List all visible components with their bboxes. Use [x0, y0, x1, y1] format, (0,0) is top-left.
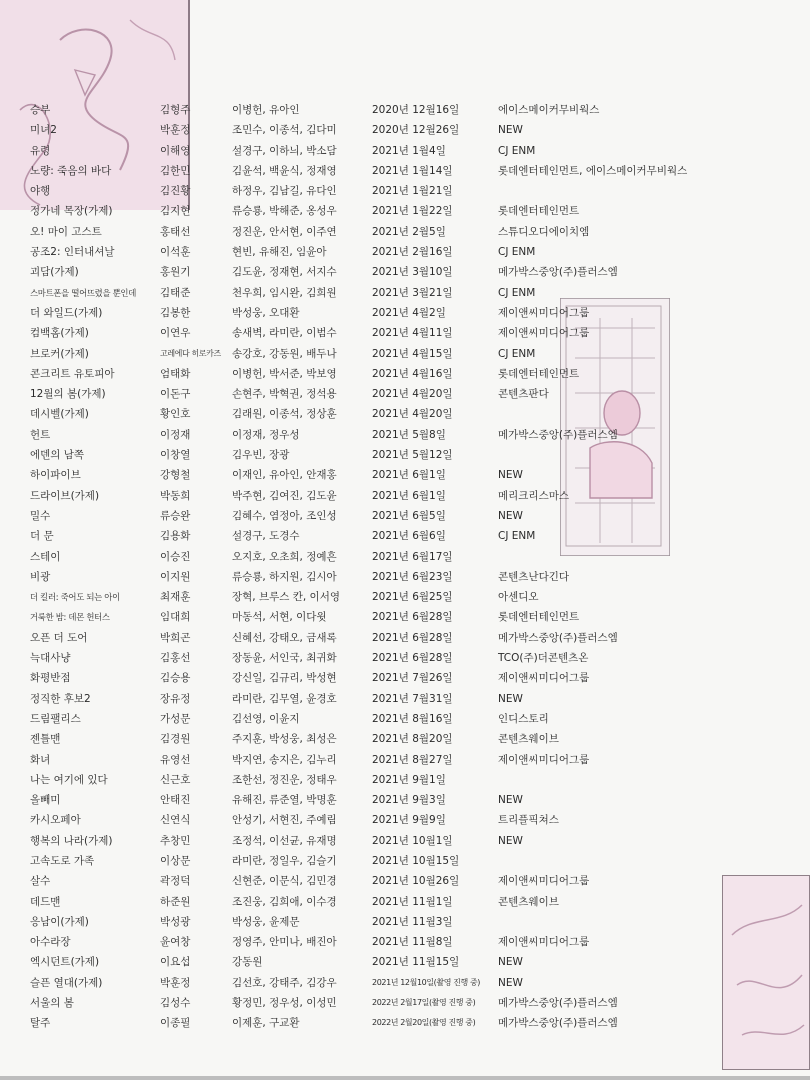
film-distributor: 제이앤씨미디어그룹: [498, 936, 590, 949]
film-cast: 정진운, 안서현, 이주연: [232, 225, 337, 238]
film-row: [0, 668, 810, 688]
film-distributor: 메가박스중앙(주)플러스엠: [498, 1017, 618, 1030]
film-title: 나는 여기에 있다: [30, 773, 108, 786]
film-release-date: 2021년 6월23일: [372, 570, 453, 583]
film-director: 박성광: [160, 915, 191, 928]
film-title: 젠틀맨: [30, 733, 61, 746]
film-release-date: 2021년 11월8일: [372, 936, 453, 949]
film-cast: 조민수, 이종석, 김다미: [232, 124, 337, 137]
film-title: 행복의 나라(가제): [30, 834, 113, 847]
film-title: 탈주: [30, 1017, 51, 1030]
film-cast: 송강호, 강동원, 배두나: [232, 347, 337, 360]
film-release-list: [0, 100, 810, 1034]
film-release-date: 2021년 9월9일: [372, 814, 446, 827]
film-director: 안태진: [160, 794, 191, 807]
film-release-date: 2021년 6월17일: [372, 550, 453, 563]
film-row: [0, 567, 810, 587]
film-row: [0, 770, 810, 790]
film-distributor: 에이스메이커무비웍스: [498, 104, 600, 116]
film-director: 추창민: [160, 834, 191, 847]
film-release-date: 2021년 3월10일: [372, 266, 453, 279]
film-row: [0, 486, 810, 506]
film-release-date: 2022년 2월20일(촬영 진행 중): [372, 1018, 476, 1028]
film-cast: 마동석, 서현, 이다윗: [232, 611, 327, 624]
film-director: 이종필: [160, 1017, 191, 1030]
film-title: 정가네 목장(가제): [30, 205, 113, 218]
film-row: [0, 384, 810, 404]
film-row: [0, 262, 810, 282]
film-release-date: 2021년 11월3일: [372, 915, 453, 928]
film-row: [0, 100, 810, 120]
film-director: 엄태화: [160, 367, 191, 380]
film-cast: 송새벽, 라미란, 이범수: [232, 327, 337, 340]
film-distributor: 제이앤씨미디어그룹: [498, 306, 590, 319]
film-director: 이해영: [160, 144, 191, 157]
film-director: 김성수: [160, 997, 191, 1010]
film-release-date: 2021년 1월14일: [372, 164, 453, 177]
film-release-date: 2021년 7월26일: [372, 672, 453, 685]
film-cast: 박성웅, 오대환: [232, 306, 300, 319]
film-cast: 설경구, 이하늬, 박소담: [232, 144, 337, 157]
film-distributor: TCO(주)더콘텐츠온: [498, 652, 589, 665]
film-cast: 박성웅, 윤제문: [232, 915, 300, 928]
film-director: 이요섭: [160, 956, 191, 969]
film-row: [0, 750, 810, 770]
film-row: [0, 993, 810, 1013]
film-director: 김승용: [160, 672, 191, 685]
film-release-date: 2021년 5월12일: [372, 449, 453, 462]
film-director: 김용화: [160, 530, 191, 543]
film-director: 김경원: [160, 733, 191, 746]
film-release-date: 2021년 5월8일: [372, 428, 446, 441]
film-title: 아수라장: [30, 936, 71, 949]
film-title: 야행: [30, 185, 51, 198]
film-distributor: 롯데엔터테인먼트: [498, 205, 580, 218]
film-row: [0, 465, 810, 485]
film-row: [0, 607, 810, 627]
film-director: 이정재: [160, 428, 191, 441]
film-director: 임대희: [160, 611, 191, 624]
film-title: 슬픈 열대(가제): [30, 976, 103, 989]
film-director: 고레에다 히로카즈: [160, 348, 221, 358]
film-distributor: 제이앤씨미디어그룹: [498, 875, 590, 888]
film-row: [0, 729, 810, 749]
film-release-date: 2021년 7월31일: [372, 692, 453, 705]
film-director: 신연식: [160, 814, 191, 827]
film-distributor: 메가박스중앙(주)플러스엠: [498, 997, 618, 1010]
film-cast: 김선영, 이윤지: [232, 712, 300, 725]
film-title: 유령: [30, 144, 51, 157]
film-director: 박훈정: [160, 124, 191, 137]
film-distributor: CJ ENM: [498, 246, 536, 259]
film-cast: 강동원: [232, 956, 263, 969]
film-director: 이연우: [160, 327, 191, 340]
film-distributor: 메가박스중앙(주)플러스엠: [498, 428, 618, 441]
film-director: 이지원: [160, 570, 191, 583]
film-title: 공조2: 인터내셔날: [30, 246, 115, 259]
film-distributor: NEW: [498, 509, 523, 522]
film-release-date: 2021년 8월16일: [372, 712, 453, 725]
film-cast: 오지호, 오초희, 정예흔: [232, 550, 337, 563]
film-release-date: 2021년 8월20일: [372, 733, 453, 746]
film-row: [0, 912, 810, 932]
film-release-date: 2021년 11월15일: [372, 956, 460, 969]
film-release-date: 2021년 6월25일: [372, 591, 453, 604]
film-cast: 정영주, 안미나, 배진아: [232, 936, 337, 949]
film-director: 박동희: [160, 489, 191, 502]
film-title: 오! 마이 고스트: [30, 225, 102, 238]
film-distributor: CJ ENM: [498, 347, 536, 360]
film-director: 홍원기: [160, 266, 191, 279]
film-cast: 박주현, 김여진, 김도윤: [232, 489, 337, 502]
film-director: 이상문: [160, 854, 191, 867]
film-director: 김진황: [160, 185, 191, 198]
film-release-date: 2021년 3월21일: [372, 286, 453, 299]
film-release-date: 2021년 6월28일: [372, 652, 453, 665]
film-director: 강형철: [160, 469, 191, 482]
film-title: 스마트폰을 떨어뜨렸을 뿐인데: [30, 287, 136, 298]
film-row: [0, 283, 810, 303]
film-cast: 김선호, 강태주, 김강우: [232, 976, 337, 989]
film-title: 올빼미: [30, 794, 61, 807]
film-cast: 설경구, 도경수: [232, 530, 300, 543]
film-director: 가성문: [160, 712, 191, 725]
film-cast: 류승룡, 박해준, 옹성우: [232, 205, 337, 218]
film-director: 홍태선: [160, 225, 191, 238]
film-title: 비광: [30, 570, 51, 583]
film-row: [0, 587, 810, 607]
film-title: 하이파이브: [30, 469, 81, 482]
film-cast: 주지훈, 박성웅, 최성은: [232, 733, 337, 746]
film-title: 드라이브(가제): [30, 489, 100, 502]
film-release-date: 2021년 9월3일: [372, 794, 446, 807]
film-release-date: 2021년 10월1일: [372, 834, 453, 847]
film-row: [0, 506, 810, 526]
film-director: 윤여창: [160, 936, 191, 949]
film-title: 괴담(가제): [30, 266, 79, 279]
film-row: [0, 628, 810, 648]
film-distributor: 콘텐츠웨이브: [498, 895, 559, 908]
film-title: 응남이(가제): [30, 915, 89, 928]
film-title: 브로커(가제): [30, 347, 89, 360]
film-distributor: 메가박스중앙(주)플러스엠: [498, 266, 618, 279]
film-distributor: NEW: [498, 124, 523, 137]
film-cast: 손현주, 박혁권, 정석용: [232, 388, 337, 401]
film-title: 콘크리트 유토피아: [30, 367, 115, 380]
film-cast: 강신일, 김규리, 박성현: [232, 672, 337, 685]
film-row: [0, 303, 810, 323]
film-release-date: 2021년 2월16일: [372, 246, 453, 259]
film-row: [0, 892, 810, 912]
film-release-date: 2021년 4월2일: [372, 306, 446, 319]
film-cast: 라미란, 정일우, 김슬기: [232, 854, 337, 867]
film-row: [0, 1013, 810, 1033]
film-release-date: 2021년 1월21일: [372, 185, 453, 198]
film-title: 더 와일드(가제): [30, 306, 103, 319]
film-row: [0, 222, 810, 242]
film-distributor: 콘텐츠판다: [498, 388, 549, 401]
film-release-date: 2021년 9월1일: [372, 773, 446, 786]
film-row: [0, 404, 810, 424]
film-title: 고속도로 가족: [30, 854, 95, 867]
film-row: [0, 952, 810, 972]
film-cast: 안성기, 서현진, 주예림: [232, 814, 337, 827]
film-title: 드림팰리스: [30, 712, 81, 725]
film-distributor: 아센디오: [498, 591, 539, 604]
film-director: 최재훈: [160, 591, 191, 604]
film-director: 이석훈: [160, 246, 191, 259]
film-row: [0, 425, 810, 445]
film-distributor: 롯데엔터테인먼트: [498, 611, 580, 624]
film-title: 밀수: [30, 509, 51, 522]
film-cast: 황정민, 정우성, 이성민: [232, 997, 337, 1010]
film-director: 김봉한: [160, 306, 191, 319]
film-director: 김태준: [160, 286, 191, 299]
film-row: [0, 810, 810, 830]
film-cast: 이정재, 정우성: [232, 428, 300, 441]
film-title: 엑시던트(가제): [30, 956, 100, 969]
film-row: [0, 851, 810, 871]
film-director: 하준원: [160, 895, 191, 908]
film-distributor: 롯데엔터테인먼트, 에이스메이커무비웍스: [498, 164, 688, 177]
film-row: [0, 323, 810, 343]
film-distributor: 트리플픽쳐스: [498, 814, 559, 827]
film-cast: 조진웅, 김희애, 이수경: [232, 895, 337, 908]
film-title: 정직한 후보2: [30, 692, 91, 705]
film-director: 곽정덕: [160, 875, 191, 888]
film-release-date: 2021년 4월16일: [372, 367, 453, 380]
film-distributor: NEW: [498, 976, 523, 989]
film-distributor: 콘텐츠웨이브: [498, 733, 559, 746]
film-director: 박훈정: [160, 976, 191, 989]
film-row: [0, 161, 810, 181]
film-release-date: 2021년 8월27일: [372, 753, 453, 766]
film-row: [0, 181, 810, 201]
film-cast: 신혜선, 강태오, 금새록: [232, 631, 337, 644]
film-distributor: NEW: [498, 834, 523, 847]
film-release-date: 2021년 6월28일: [372, 611, 453, 624]
film-release-date: 2021년 6월6일: [372, 530, 446, 543]
film-cast: 현빈, 유해진, 임윤아: [232, 246, 327, 259]
film-cast: 조정석, 이선균, 유재명: [232, 834, 337, 847]
film-cast: 이병헌, 박서준, 박보영: [232, 367, 337, 380]
film-cast: 김혜수, 염정아, 조인성: [232, 509, 337, 522]
film-release-date: 2020년 12월16일: [372, 104, 460, 116]
film-release-date: 2021년 12월10일(촬영 진행 중): [372, 977, 481, 987]
film-distributor: 메리크리스마스: [498, 489, 570, 502]
film-title: 늑대사냥: [30, 652, 71, 665]
film-release-date: 2022년 2월17일(촬영 진행 중): [372, 998, 476, 1008]
film-row: [0, 364, 810, 384]
film-row: [0, 871, 810, 891]
film-cast: 천우희, 임시완, 김희원: [232, 286, 337, 299]
film-title: 미녀2: [30, 124, 57, 137]
film-release-date: 2021년 4월20일: [372, 408, 453, 421]
film-release-date: 2021년 4월20일: [372, 388, 453, 401]
film-cast: 라미란, 김무열, 윤경호: [232, 692, 337, 705]
film-row: [0, 790, 810, 810]
film-row: [0, 445, 810, 465]
film-title: 서울의 봄: [30, 997, 74, 1010]
film-distributor: NEW: [498, 469, 523, 482]
film-release-date: 2021년 11월1일: [372, 895, 453, 908]
film-cast: 유해진, 류준열, 박명훈: [232, 794, 337, 807]
film-director: 김한민: [160, 164, 191, 177]
film-title: 화녀: [30, 753, 51, 766]
film-cast: 이제훈, 구교환: [232, 1017, 300, 1030]
film-title: 더 킬러: 죽어도 되는 아이: [30, 592, 120, 603]
film-director: 신근호: [160, 773, 191, 786]
film-release-date: 2021년 4월11일: [372, 327, 453, 340]
film-cast: 김도윤, 정재현, 서지수: [232, 266, 337, 279]
film-title: 카시오페아: [30, 814, 81, 827]
film-director: 김형주: [160, 104, 191, 116]
film-row: [0, 242, 810, 262]
film-director: 김지현: [160, 205, 191, 218]
film-title: 컴백홈(가제): [30, 327, 89, 340]
film-cast: 박지연, 송지은, 김누리: [232, 753, 337, 766]
film-release-date: 2021년 10월15일: [372, 854, 460, 867]
film-row: [0, 547, 810, 567]
film-cast: 김윤석, 백윤식, 정재영: [232, 164, 337, 177]
film-distributor: 인디스토리: [498, 712, 549, 725]
film-release-date: 2021년 4월15일: [372, 347, 453, 360]
film-title: 12월의 봄(가제): [30, 388, 106, 401]
film-cast: 하정우, 김남길, 유다인: [232, 185, 337, 198]
film-distributor: 롯데엔터테인먼트: [498, 367, 580, 380]
film-release-date: 2021년 6월28일: [372, 631, 453, 644]
film-title: 더 문: [30, 530, 54, 543]
film-row: [0, 831, 810, 851]
film-distributor: CJ ENM: [498, 286, 536, 299]
film-title: 노량: 죽음의 바다: [30, 164, 112, 177]
film-director: 유영선: [160, 753, 191, 766]
film-distributor: 제이앤씨미디어그룹: [498, 753, 590, 766]
film-director: 박희곤: [160, 631, 191, 644]
film-title: 에덴의 남쪽: [30, 449, 85, 462]
film-title: 화평반점: [30, 672, 71, 685]
film-director: 장유정: [160, 692, 191, 705]
film-title: 오픈 더 도어: [30, 631, 88, 644]
film-distributor: NEW: [498, 956, 523, 969]
film-distributor: 콘텐츠난다긴다: [498, 570, 570, 583]
film-cast: 조한선, 정진운, 정태우: [232, 773, 337, 786]
film-title: 헌트: [30, 428, 51, 441]
film-distributor: 메가박스중앙(주)플러스엠: [498, 631, 618, 644]
film-title: 스테이: [30, 550, 61, 563]
film-row: [0, 648, 810, 668]
page-bottom-edge: [0, 1076, 810, 1080]
film-release-date: 2021년 6월1일: [372, 489, 446, 502]
film-title: 승부: [30, 104, 51, 116]
film-distributor: 제이앤씨미디어그룹: [498, 672, 590, 685]
film-distributor: CJ ENM: [498, 530, 536, 543]
film-row: [0, 973, 810, 993]
film-title: 데드맨: [30, 895, 61, 908]
film-cast: 류승룡, 하지원, 김시아: [232, 570, 337, 583]
film-row: [0, 120, 810, 140]
film-release-date: 2021년 2월5일: [372, 225, 446, 238]
film-release-date: 2020년 12월26일: [372, 124, 460, 137]
film-release-date: 2021년 1월22일: [372, 205, 453, 218]
film-distributor: NEW: [498, 794, 523, 807]
film-cast: 이병헌, 유아인: [232, 104, 300, 116]
film-row: [0, 932, 810, 952]
film-cast: 장동윤, 서인국, 최귀화: [232, 652, 337, 665]
film-distributor: 스튜디오디에이치엠: [498, 225, 590, 238]
film-row: [0, 201, 810, 221]
film-row: [0, 141, 810, 161]
film-title: 데시벨(가제): [30, 408, 89, 421]
film-distributor: 제이앤씨미디어그룹: [498, 327, 590, 340]
film-cast: 신현준, 이문식, 김민경: [232, 875, 337, 888]
film-cast: 김래원, 이종석, 정상훈: [232, 408, 337, 421]
film-release-date: 2021년 1월4일: [372, 144, 446, 157]
film-release-date: 2021년 6월5일: [372, 509, 446, 522]
film-distributor: NEW: [498, 692, 523, 705]
film-cast: 이재인, 유아인, 안재홍: [232, 469, 337, 482]
film-director: 이창열: [160, 449, 191, 462]
film-row: [0, 709, 810, 729]
film-release-date: 2021년 10월26일: [372, 875, 460, 888]
film-cast: 장혁, 브루스 칸, 이서영: [232, 591, 340, 604]
film-row: [0, 689, 810, 709]
film-director: 김홍선: [160, 652, 191, 665]
film-director: 류승완: [160, 509, 191, 522]
film-distributor: CJ ENM: [498, 144, 536, 157]
film-title: 살수: [30, 875, 51, 888]
film-cast: 김우빈, 장광: [232, 449, 290, 462]
film-director: 황인호: [160, 408, 191, 421]
film-director: 이돈구: [160, 388, 191, 401]
film-row: [0, 526, 810, 546]
film-title: 거룩한 밤: 데몬 헌터스: [30, 612, 110, 623]
film-row: [0, 344, 810, 364]
film-director: 이승진: [160, 550, 191, 563]
film-release-date: 2021년 6월1일: [372, 469, 446, 482]
